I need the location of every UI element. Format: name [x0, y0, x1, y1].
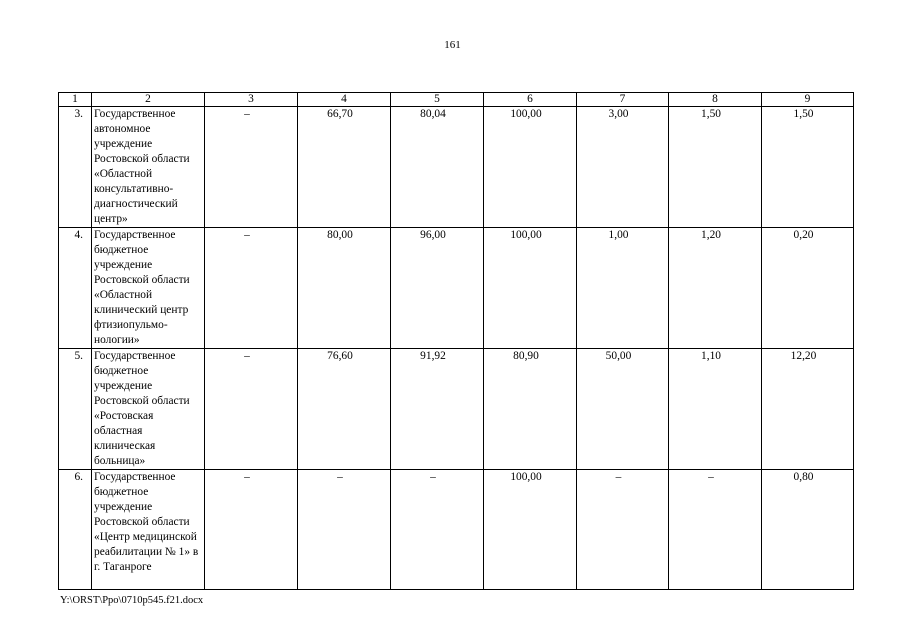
row-number: 3.	[59, 107, 92, 228]
cell-value: 66,70	[298, 107, 391, 228]
cell-value: 100,00	[484, 470, 577, 590]
cell-value: 100,00	[484, 107, 577, 228]
page-number: 161	[444, 39, 461, 51]
cell-value: –	[205, 228, 298, 349]
cell-value: 0,80	[762, 470, 854, 590]
cell-value: 1,20	[669, 228, 762, 349]
column-header: 6	[484, 93, 577, 107]
cell-value: 1,50	[762, 107, 854, 228]
cell-value: 91,92	[391, 349, 484, 470]
column-header: 9	[762, 93, 854, 107]
cell-value: –	[205, 107, 298, 228]
column-header: 2	[92, 93, 205, 107]
column-header: 1	[59, 93, 92, 107]
table-row	[59, 107, 854, 228]
cell-value: –	[298, 470, 391, 590]
row-number: 4.	[59, 228, 92, 349]
cell-value: –	[577, 470, 669, 590]
institution-name: Государственное автономное учреждение Ростовской области «Областной консультативно-диагностический центр»	[92, 107, 205, 228]
cell-value: 12,20	[762, 349, 854, 470]
cell-value: –	[391, 470, 484, 590]
table-row	[59, 349, 854, 470]
cell-value: 50,00	[577, 349, 669, 470]
institution-name: Государственное бюджетное учреждение Ростовской области «Областной клинический центр фтизиопульмо-нологии»	[92, 228, 205, 349]
cell-value: 80,00	[298, 228, 391, 349]
cell-value: 80,90	[484, 349, 577, 470]
table-row	[59, 228, 854, 349]
cell-value: 76,60	[298, 349, 391, 470]
header-row	[59, 93, 854, 107]
cell-value: 3,00	[577, 107, 669, 228]
cell-value: –	[669, 470, 762, 590]
cell-value: 1,10	[669, 349, 762, 470]
row-number: 6.	[59, 470, 92, 590]
institution-name: Государственное бюджетное учреждение Ростовской области «Центр медицинской реабилитации № 1» в г. Таганроге	[92, 470, 205, 590]
footer-file-path: Y:\ORST\Ppo\0710p545.f21.docx	[60, 595, 204, 606]
cell-value: 0,20	[762, 228, 854, 349]
cell-value: –	[205, 470, 298, 590]
cell-value: 1,50	[669, 107, 762, 228]
column-header: 7	[577, 93, 669, 107]
column-header: 3	[205, 93, 298, 107]
column-header: 5	[391, 93, 484, 107]
institution-name: Государственное бюджетное учреждение Ростовской области «Ростовская областная клиническая больница»	[92, 349, 205, 470]
table-row	[59, 470, 854, 590]
row-number: 5.	[59, 349, 92, 470]
column-header: 4	[298, 93, 391, 107]
cell-value: 80,04	[391, 107, 484, 228]
cell-value: 1,00	[577, 228, 669, 349]
data-table	[58, 92, 854, 590]
cell-value: –	[205, 349, 298, 470]
column-header: 8	[669, 93, 762, 107]
cell-value: 96,00	[391, 228, 484, 349]
cell-value: 100,00	[484, 228, 577, 349]
